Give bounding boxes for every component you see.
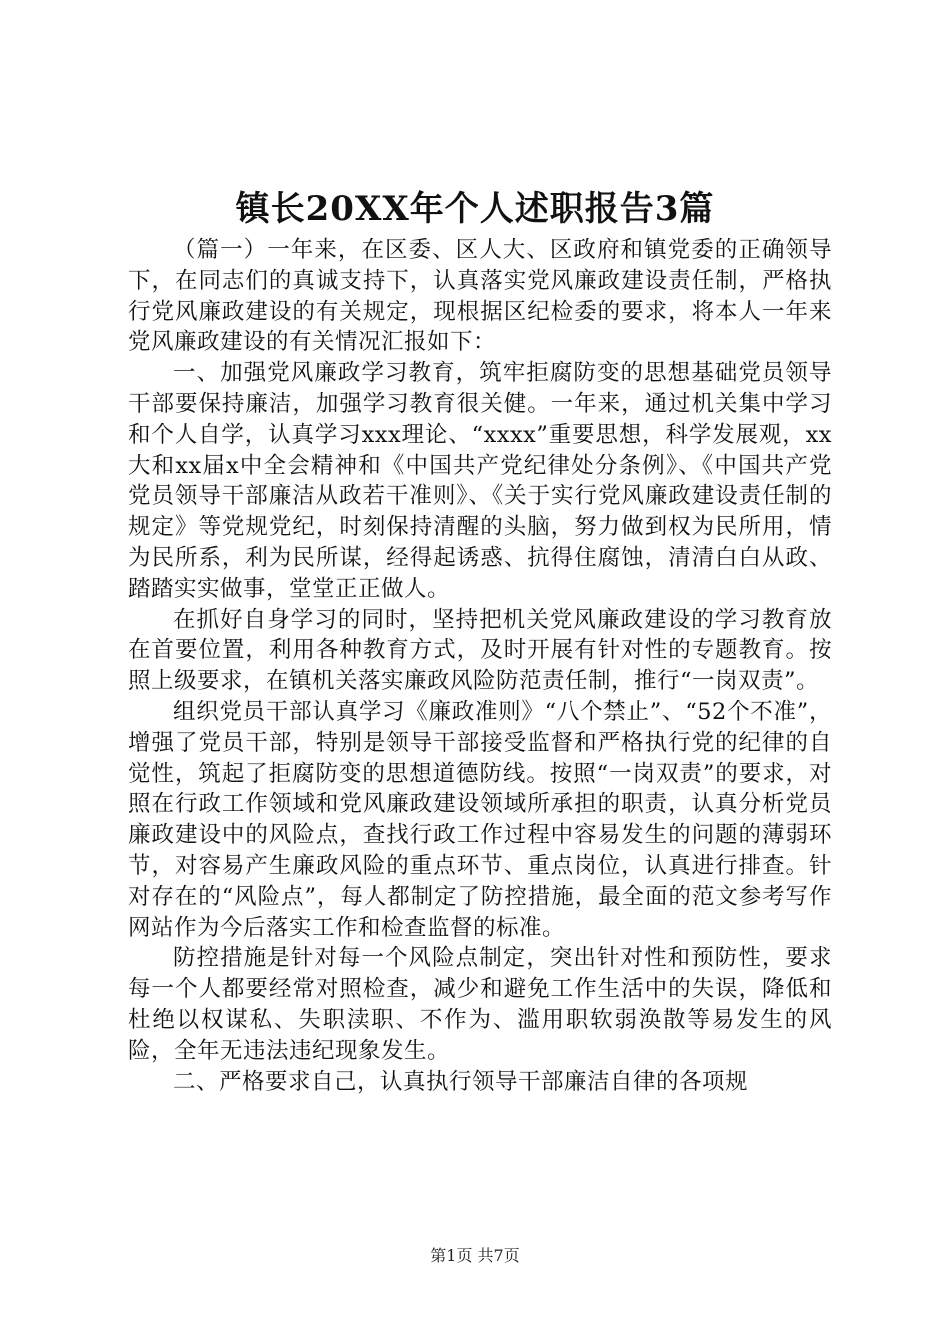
document-body <box>128 235 832 1097</box>
document-title: 镇长20XX年个人述职报告3篇 <box>235 189 715 229</box>
paragraph-4: 组织党员干部认真学习《廉政准则》“八个禁止”、“52个不准”，增强了党员干部，特别是领导干部接受监督和严格执行党的纪律的自觉性，筑起了拒腐防变的思想道德防线。按照“一岗双责”的要求，对照在行政工作领域和党风廉政建设领域所承担的职责，认真分析党员廉政建设中的风险点，查找行政工作过程中容易发生的问题的薄弱环节，对容易产生廉政风险的重点环节、重点岗位，认真进行排查。针对存在的“风险点”，每人都制定了防控措施，最全面的范文参考写作网站作为今后落实工作和检查监督的标准。 <box>128 698 832 941</box>
paragraph-2: 一、加强党风廉政学习教育，筑牢拒腐防变的思想基础党员领导干部要保持廉洁，加强学习教育很关健。一年来，通过机关集中学习和个人自学，认真学习xxx理论、“xxxx”重要思想，科学发展观，xx大和xx届x中全会精神和《中国共产党纪律处分条例》、《中国共产党党员领导干部廉洁从政若干准则》、《关于实行党风廉政建设责任制的规定》等党规党纪，时刻保持清醒的头脑，努力做到权为民所用，情为民所系，利为民所谋，经得起诱惑、抗得住腐蚀，清清白白从政、踏踏实实做事，堂堂正正做人。 <box>128 360 832 602</box>
page-number-footer: 第1页 共7页 <box>430 1246 520 1265</box>
paragraph-5: 防控措施是针对每一个风险点制定，突出针对性和预防性，要求每一个人都要经常对照检查，减少和避免工作生活中的失误，降低和杜绝以权谋私、失职渎职、不作为、滥用职软弱涣散等易发生的风险，全年无违法违纪现象发生。 <box>128 945 832 1064</box>
paragraph-6: 二、严格要求自己，认真执行领导干部廉洁自律的各项规 <box>173 1068 749 1095</box>
paragraph-1: （篇一）一年来，在区委、区人大、区政府和镇党委的正确领导下，在同志们的真诚支持下，认真落实党风廉政建设责任制，严格执行党风廉政建设的有关规定，现根据区纪检委的要求，将本人一年来党风廉政建设的有关情况汇报如下： <box>128 237 832 356</box>
paragraph-3: 在抓好自身学习的同时，坚持把机关党风廉政建设的学习教育放在首要位置，利用各种教育方式，及时开展有针对性的专题教育。按照上级要求，在镇机关落实廉政风险防范责任制，推行“一岗双责”。 <box>128 606 832 695</box>
